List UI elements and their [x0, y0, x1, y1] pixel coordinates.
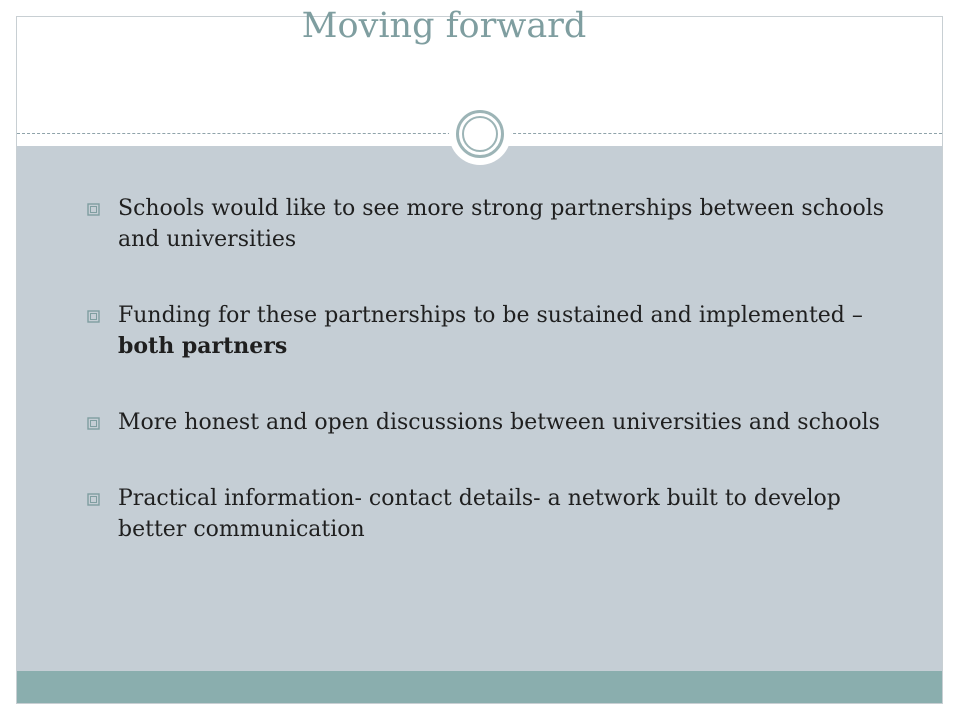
footer-bar [17, 671, 942, 703]
bullet-text: Funding for these partnerships to be sustained and implemented – [118, 303, 863, 328]
hollow-square-bullet-icon [87, 310, 100, 323]
slide-title: Moving forward [301, 6, 587, 46]
bullet-text: Practical information- contact details- a network built to develop better communication [118, 486, 841, 542]
bullet-bold-text: both partners [118, 333, 288, 359]
inner-ring-ornament-icon [462, 116, 498, 152]
bullet-text: More honest and open discussions between universities and schools [118, 410, 880, 435]
bullet-list [84, 193, 894, 590]
bullet-item [84, 300, 894, 362]
bullet-item [84, 483, 894, 545]
hollow-square-bullet-icon [87, 203, 100, 216]
bullet-text: Schools would like to see more strong partnerships between schools and universities [118, 196, 885, 252]
hollow-square-bullet-icon [87, 493, 100, 506]
bullet-item [84, 407, 894, 438]
hollow-square-bullet-icon [87, 417, 100, 430]
bullet-item [84, 193, 894, 255]
